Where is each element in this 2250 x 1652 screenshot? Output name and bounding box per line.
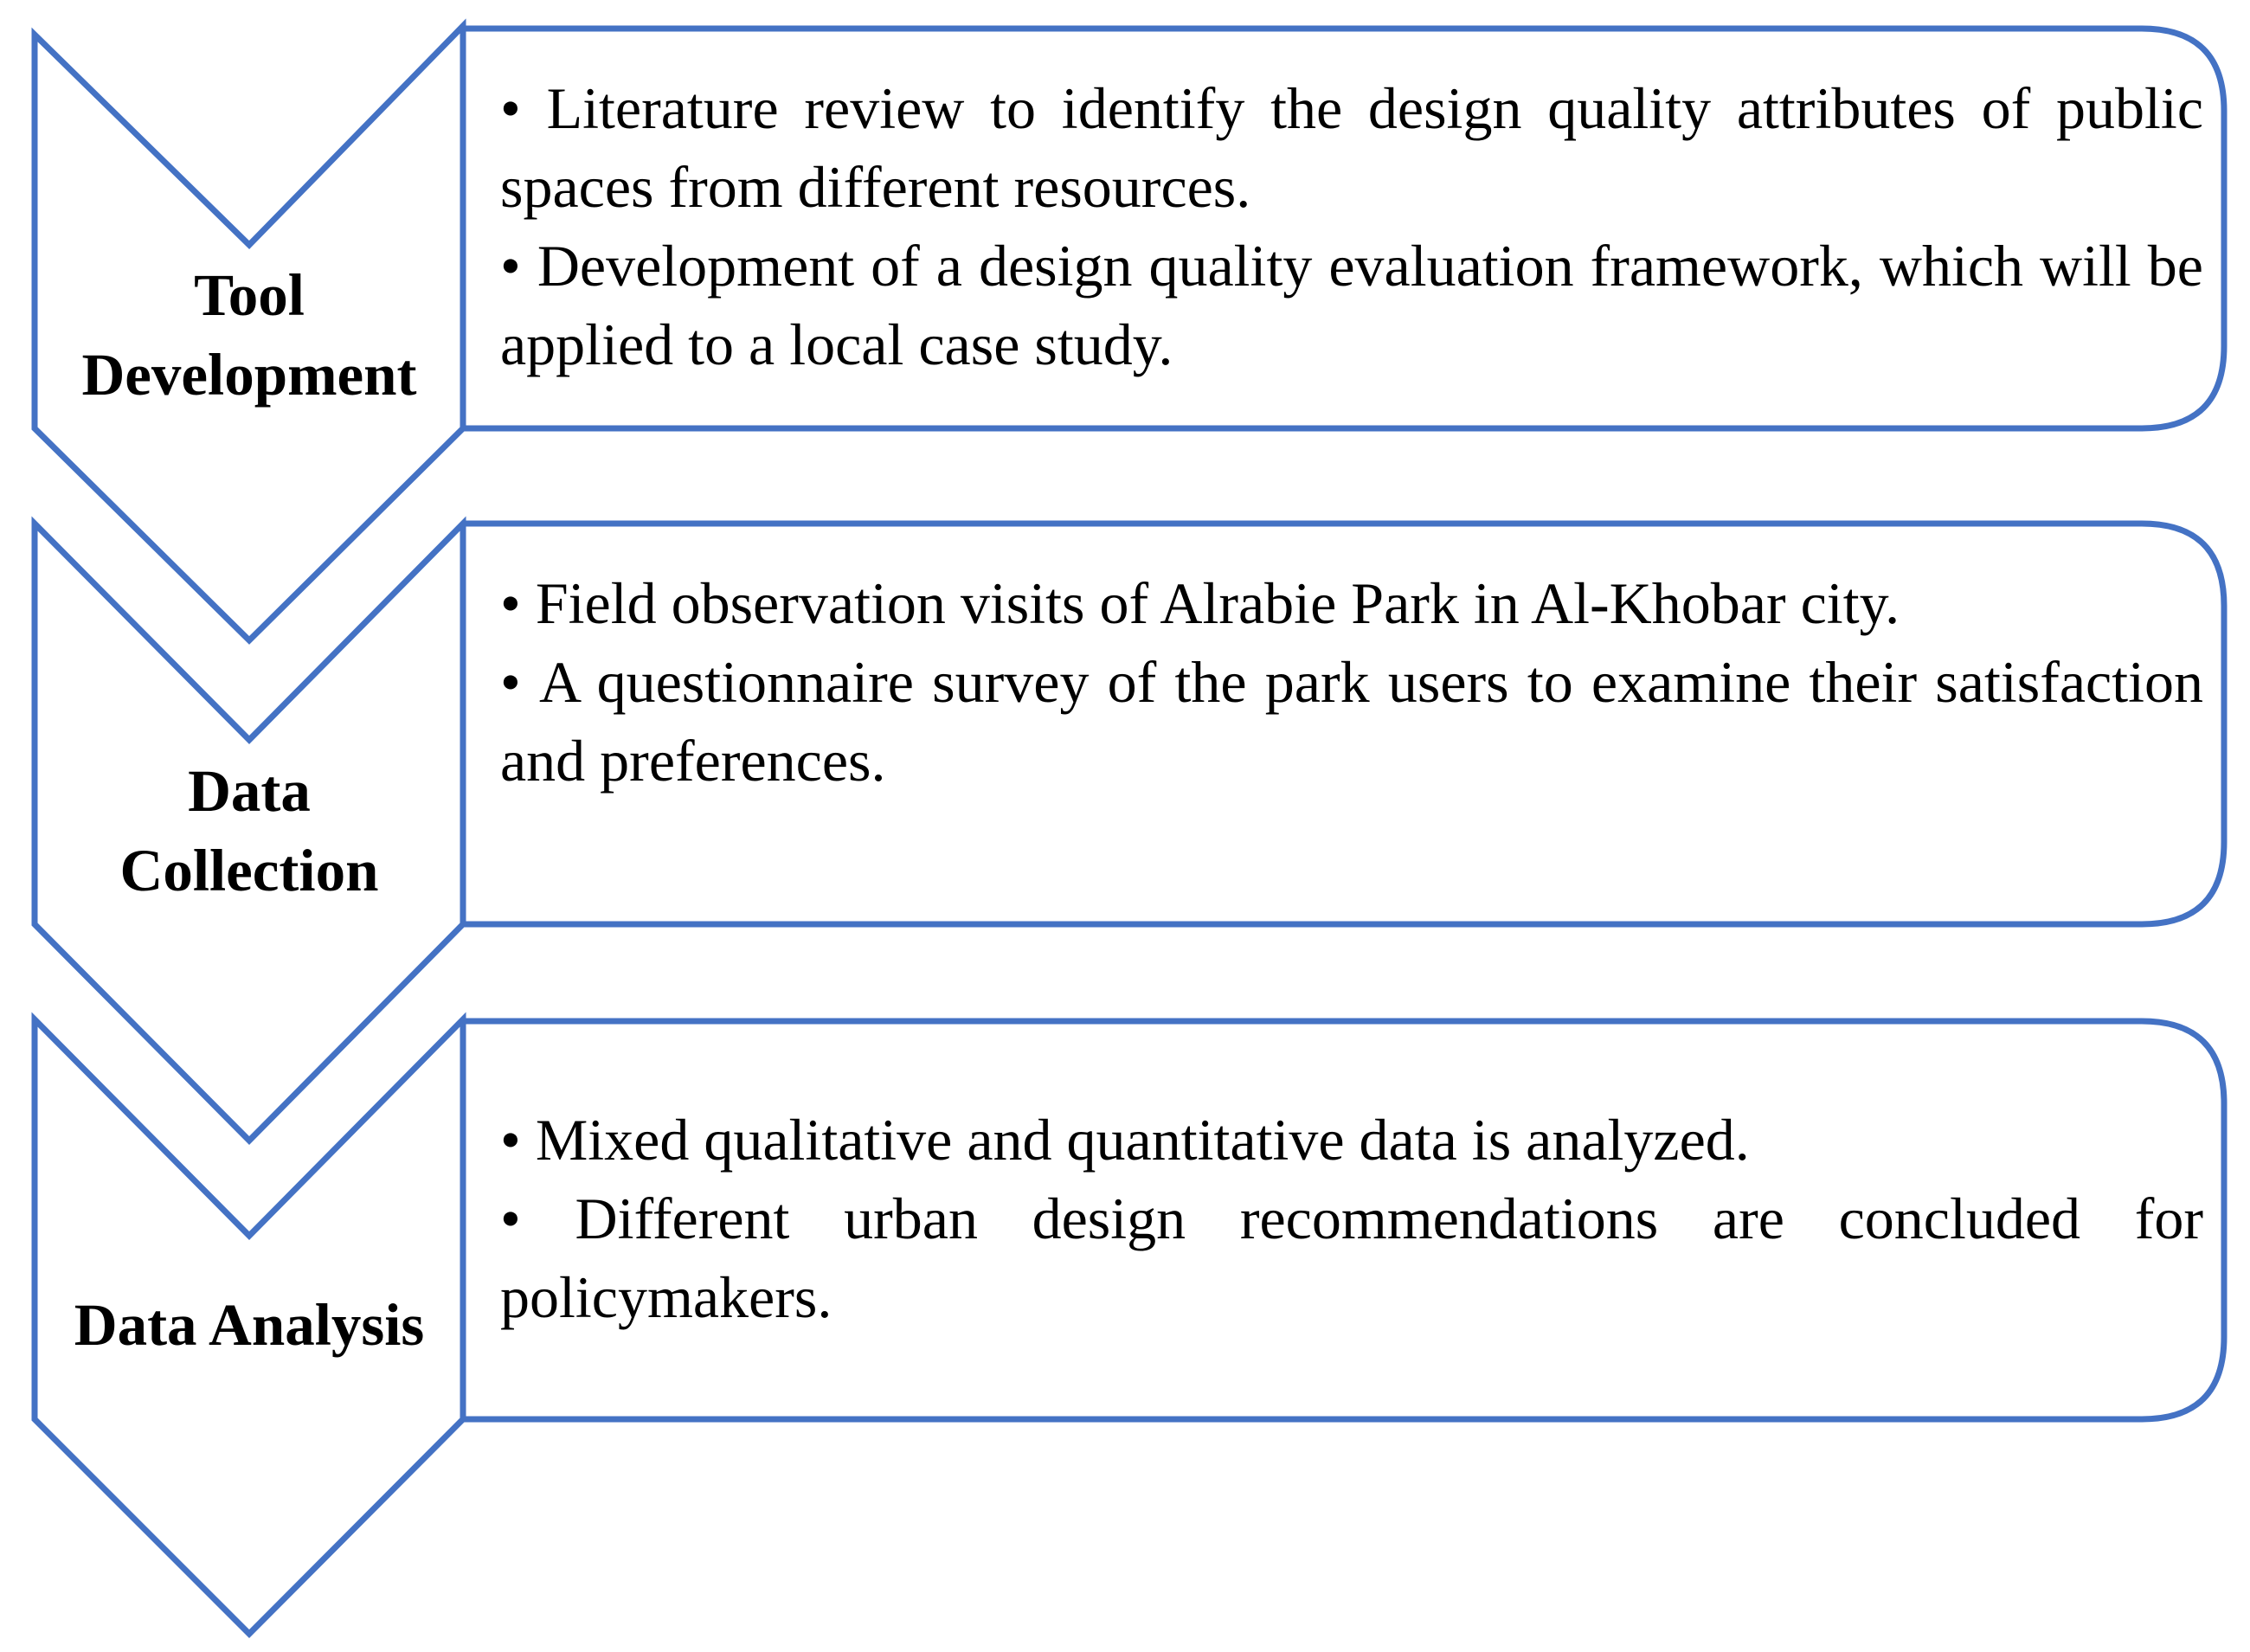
data-collection-label-line-1: Data (188, 758, 311, 824)
tool-development-label-line-2: Development (81, 342, 417, 408)
data-collection-bullet-2: • A questionnaire survey of the park users to examine their satisfaction and preferences. (500, 643, 2203, 800)
data-analysis-label (33, 1285, 466, 1365)
tool-development-text (500, 69, 2203, 384)
tool-development-bullet-1: • Literature review to identify the design quality attributes of public spaces from different resources. (500, 69, 2203, 227)
tool-development-bullet-2: • Development of a design quality evaluation framework, which will be applied to a local case study. (500, 227, 2203, 384)
data-analysis-bullet-1: • Mixed qualitative and quantitative data is analyzed. (500, 1101, 2203, 1180)
data-analysis-bullet-2: • Different urban design recommendations are concluded for policymakers. (500, 1180, 2203, 1337)
data-collection-label-line-2: Collection (119, 838, 379, 903)
data-collection-bullet-1: • Field observation visits of Alrabie Park in Al-Khobar city. (500, 564, 2203, 643)
data-analysis-text (500, 1101, 2203, 1337)
tool-development-label (33, 255, 466, 415)
data-analysis-label-line-1: Data Analysis (74, 1292, 425, 1358)
tool-development-label-line-1: Tool (194, 262, 305, 328)
data-collection-text (500, 564, 2203, 800)
data-collection-label (33, 751, 466, 910)
